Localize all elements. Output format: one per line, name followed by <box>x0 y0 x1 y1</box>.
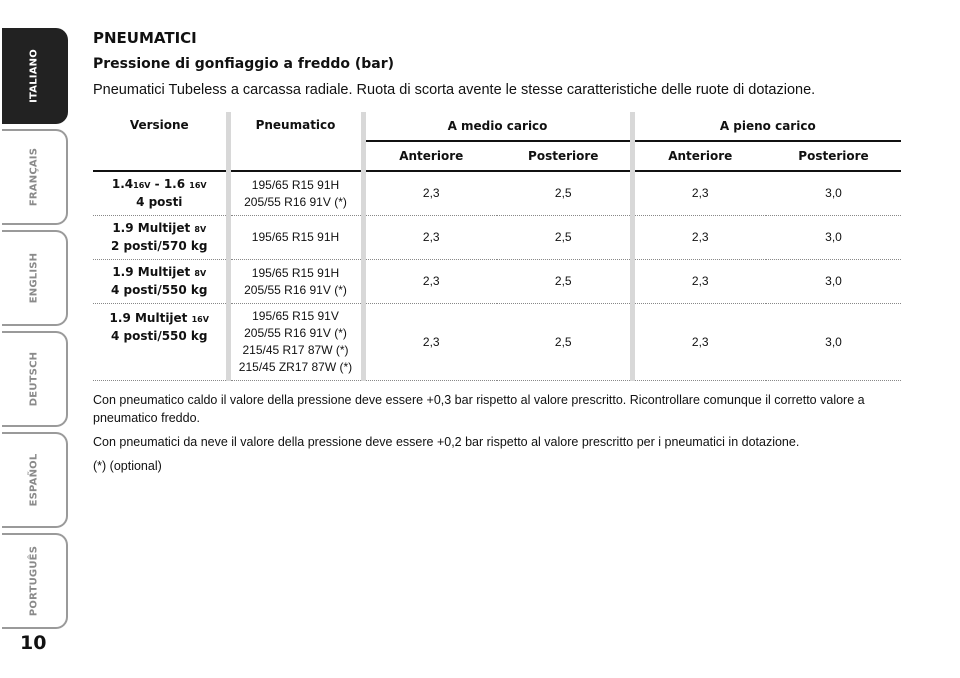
col-header-tyre: Pneumatico <box>228 112 363 171</box>
med-rear-cell: 2,5 <box>497 304 632 381</box>
tyre-cell: 195/65 R15 91H 205/55 R16 91V (*) <box>228 260 363 304</box>
med-rear-cell: 2,5 <box>497 216 632 260</box>
tab-espanol[interactable] <box>2 432 68 528</box>
table-row <box>93 216 901 260</box>
med-front-cell: 2,3 <box>363 171 497 216</box>
notes <box>93 391 901 475</box>
full-front-cell: 2,3 <box>632 260 766 304</box>
col-header-med-front: Anteriore <box>363 141 497 171</box>
tab-label: FRANÇAIS <box>28 147 40 207</box>
version-cell: 1.416V - 1.6 16V 4 posti <box>93 171 228 216</box>
med-front-cell: 2,3 <box>363 216 497 260</box>
tab-label: PORTUGUÊS <box>28 545 40 617</box>
tyre-cell: 195/65 R15 91H <box>228 216 363 260</box>
tab-label: DEUTSCH <box>28 351 40 407</box>
col-header-full-rear: Posteriore <box>766 141 901 171</box>
full-rear-cell: 3,0 <box>766 260 901 304</box>
full-front-cell: 2,3 <box>632 171 766 216</box>
tab-deutsch[interactable] <box>2 331 68 427</box>
version-cell: 1.9 Multijet 8V 4 posti/550 kg <box>93 260 228 304</box>
tab-label: ESPAÑOL <box>28 453 40 507</box>
tyre-pressure-table <box>93 112 901 381</box>
full-rear-cell: 3,0 <box>766 216 901 260</box>
tab-francais[interactable] <box>2 129 68 225</box>
tyre-cell: 195/65 R15 91H 205/55 R16 91V (*) <box>228 171 363 216</box>
tab-italiano[interactable] <box>2 28 68 124</box>
col-header-version: Versione <box>93 112 228 171</box>
section-subtitle: Pressione di gonfiaggio a freddo (bar) <box>93 56 395 72</box>
note-snow-tyre: Con pneumatici da neve il valore della pressione deve essere +0,2 bar rispetto al valore prescritto per i pneumatici in dotazione. <box>93 435 800 449</box>
page-number: 10 <box>20 632 47 654</box>
note-hot-tyre: Con pneumatico caldo il valore della pressione deve essere +0,3 bar rispetto al valore prescritto. Ricontrollare comunque il corretto valore a pneumatico freddo. <box>93 393 865 425</box>
tyre-cell: 195/65 R15 91V 205/55 R16 91V (*) 215/45 R17 87W (*) 215/45 ZR17 87W (*) <box>228 304 363 381</box>
table-row <box>93 304 901 381</box>
full-rear-cell: 3,0 <box>766 171 901 216</box>
full-front-cell: 2,3 <box>632 304 766 381</box>
main-content <box>93 28 901 481</box>
tab-label: ENGLISH <box>28 252 40 304</box>
med-front-cell: 2,3 <box>363 260 497 304</box>
tab-portugues[interactable] <box>2 533 68 629</box>
full-rear-cell: 3,0 <box>766 304 901 381</box>
med-front-cell: 2,3 <box>363 304 497 381</box>
tab-label: ITALIANO <box>28 49 40 103</box>
table-row <box>93 171 901 216</box>
version-cell: 1.9 Multijet 16V 4 posti/550 kg <box>93 304 228 381</box>
intro-text: Pneumatici Tubeless a carcassa radiale. Ruota di scorta avente le stesse caratteristiche delle ruote di dotazione. <box>93 82 816 98</box>
table-row <box>93 260 901 304</box>
full-front-cell: 2,3 <box>632 216 766 260</box>
tab-english[interactable] <box>2 230 68 326</box>
med-rear-cell: 2,5 <box>497 260 632 304</box>
note-optional: (*) (optional) <box>93 459 162 473</box>
col-header-full-front: Anteriore <box>632 141 766 171</box>
version-cell: 1.9 Multijet 8V 2 posti/570 kg <box>93 216 228 260</box>
page-title: PNEUMATICI <box>93 29 197 47</box>
col-header-medium-load: A medio carico <box>363 112 632 141</box>
col-header-full-load: A pieno carico <box>719 119 816 133</box>
med-rear-cell: 2,5 <box>497 171 632 216</box>
col-header-med-rear: Posteriore <box>497 141 632 171</box>
